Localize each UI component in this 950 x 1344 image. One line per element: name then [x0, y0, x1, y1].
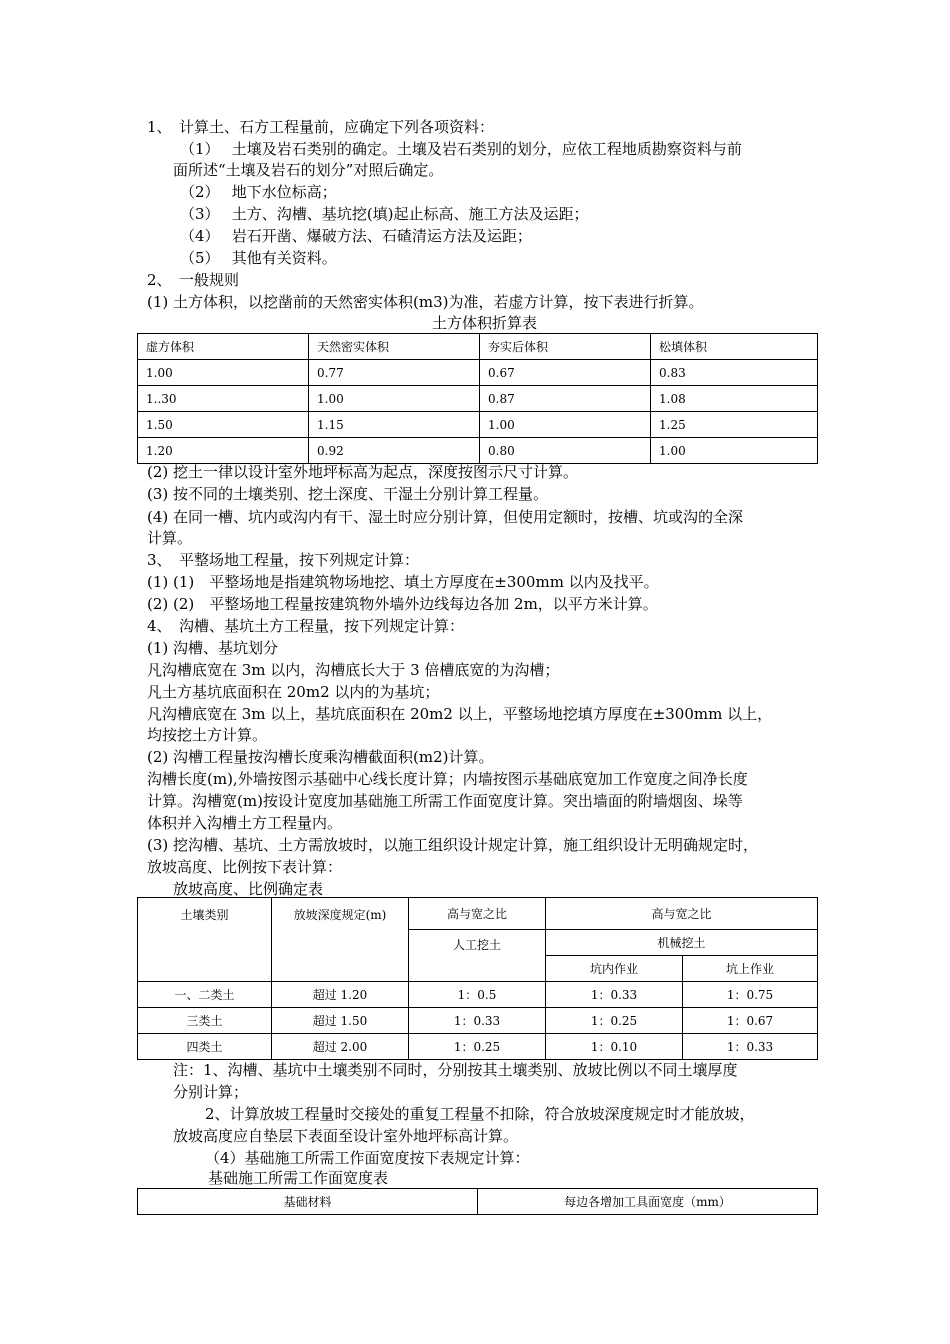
table-row: [138, 360, 818, 386]
table-row: [138, 438, 818, 464]
section-1-item-2: （2） 地下水位标高；: [180, 183, 337, 201]
section-1-item-1-cont: 面所述“土壤及岩石的划分”对照后确定。: [173, 161, 444, 179]
note-2-cont: 放坡高度应自垫层下表面至设计室外地坪标高计算。: [173, 1127, 519, 1145]
table-header-cell: 高与宽之比: [546, 898, 818, 930]
table-cell: 1.15: [309, 412, 480, 438]
section-2-item-4: (4) 在同一槽、坑内或沟内有干、湿土时应分别计算，但使用定额时，按槽、坑或沟的全深: [147, 508, 744, 526]
table-cell: 1.00: [138, 360, 309, 386]
table-cell: 1.20: [138, 438, 309, 464]
table-2-caption: 放坡高度、比例确定表: [173, 880, 324, 898]
volume-conversion-table: [137, 333, 818, 464]
note-1: 注：1、沟槽、基坑中土壤类别不同时，分别按其土壤类别、放坡比例以不同土壤厚度: [173, 1061, 738, 1079]
table-cell: 1.50: [138, 412, 309, 438]
table-3-caption: 基础施工所需工作面宽度表: [208, 1169, 389, 1187]
table-header-cell: 坑内作业: [546, 956, 683, 982]
table-header-cell: 放坡深度规定(m): [272, 898, 409, 982]
table-cell: 超过 1.50: [272, 1008, 409, 1034]
section-4-item-3-cont: 放坡高度、比例按下表计算：: [147, 858, 343, 876]
table-cell: 0.67: [480, 360, 651, 386]
table-row: [138, 1189, 818, 1215]
section-1-item-3: （3） 土方、沟槽、基坑挖(填)起止标高、施工方法及运距；: [180, 205, 589, 223]
section-4-item-1: (1) 沟槽、基坑划分: [147, 639, 279, 657]
paragraph-cont: 均按挖土方计算。: [147, 726, 268, 744]
paragraph: 凡沟槽底宽在 3m 以内，沟槽底长大于 3 倍槽底宽的为沟槽；: [147, 661, 560, 679]
table-header-cell: 松填体积: [651, 334, 818, 360]
table-cell: 1：0.33: [683, 1034, 818, 1060]
table-cell: 三类土: [138, 1008, 272, 1034]
table-row: [138, 898, 818, 930]
section-4-heading: 4、 沟槽、基坑土方工程量，按下列规定计算：: [147, 617, 465, 635]
table-cell: 0.83: [651, 360, 818, 386]
table-cell: 0.92: [309, 438, 480, 464]
table-header-cell: 每边各增加工具面宽度（mm）: [478, 1189, 818, 1215]
table-header-cell: 天然密实体积: [309, 334, 480, 360]
section-2-item-1: (1) 土方体积，以挖凿前的天然密实体积(m3)为准，若虚方计算，按下表进行折算。: [147, 293, 704, 311]
table-cell: 1.00: [309, 386, 480, 412]
table-cell: 四类土: [138, 1034, 272, 1060]
table-cell: 0.77: [309, 360, 480, 386]
section-2-item-3: (3) 按不同的土壤类别、挖土深度、干湿土分别计算工程量。: [147, 485, 549, 503]
table-row: [138, 1008, 818, 1034]
note-2: 2、计算放坡工程量时交接处的重复工程量不扣除，符合放坡深度规定时才能放坡，: [205, 1105, 755, 1123]
section-2-item-2: (2) 挖土一律以设计室外地坪标高为起点，深度按图示尺寸计算。: [147, 463, 579, 481]
table-cell: 1.25: [651, 412, 818, 438]
section-3-item-2: (2) (2) 平整场地工程量按建筑物外墙外边线每边各加 2m，以平方米计算。: [147, 595, 658, 613]
table-cell: 超过 2.00: [272, 1034, 409, 1060]
table-cell: 一、二类土: [138, 982, 272, 1008]
section-1-item-5: （5） 其他有关资料。: [180, 249, 337, 267]
table-header-cell: 高与宽之比: [409, 898, 546, 930]
section-2-heading: 2、 一般规则: [147, 271, 240, 289]
section-4-item-3: (3) 挖沟槽、基坑、土方需放坡时，以施工组织设计规定计算，施工组织设计无明确规定时，: [147, 836, 759, 854]
section-1-heading: 1、 计算土、石方工程量前，应确定下列各项资料：: [147, 118, 495, 136]
table-cell: 1：0.67: [683, 1008, 818, 1034]
work-surface-width-table: [137, 1188, 818, 1215]
table-header-cell: 夯实后体积: [480, 334, 651, 360]
table-cell: 1.08: [651, 386, 818, 412]
table-1-caption: 土方体积折算表: [432, 314, 538, 332]
table-row: [138, 982, 818, 1008]
table-header-cell: 坑上作业: [683, 956, 818, 982]
table-cell: 1：0.75: [683, 982, 818, 1008]
table-cell: 1..30: [138, 386, 309, 412]
section-4-item-4: （4）基础施工所需工作面宽度按下表规定计算：: [205, 1149, 530, 1167]
table-cell: 1：0.33: [409, 1008, 546, 1034]
table-row: [138, 386, 818, 412]
table-row: [138, 412, 818, 438]
table-row: [138, 334, 818, 360]
table-cell: 0.80: [480, 438, 651, 464]
table-header-cell: 基础材料: [138, 1189, 478, 1215]
section-3-heading: 3、 平整场地工程量，按下列规定计算：: [147, 551, 420, 569]
section-2-item-4-cont: 计算。: [147, 529, 193, 547]
table-row: [138, 1034, 818, 1060]
table-header-cell: 机械挖土: [546, 930, 818, 956]
table-cell: 1：0.25: [409, 1034, 546, 1060]
section-3-item-1: (1) (1) 平整场地是指建筑物场地挖、填土方厚度在±300mm 以内及找平。: [147, 573, 659, 591]
paragraph: 凡土方基坑底面积在 20m2 以内的为基坑；: [147, 683, 440, 701]
paragraph: 沟槽长度(m),外墙按图示基础中心线长度计算；内墙按图示基础底宽加工作宽度之间净长度: [147, 770, 748, 788]
note-1-cont: 分别计算；: [173, 1083, 249, 1101]
paragraph: 凡沟槽底宽在 3m 以上，基坑底面积在 20m2 以上，平整场地挖填方厚度在±300mm 以上，: [147, 705, 773, 723]
section-1-item-4: （4） 岩石开凿、爆破方法、石碴清运方法及运距；: [180, 227, 532, 245]
table-cell: 1：0.33: [546, 982, 683, 1008]
table-header-cell: 虚方体积: [138, 334, 309, 360]
section-1-item-1: （1） 土壤及岩石类别的确定。土壤及岩石类别的划分，应依工程地质勘察资料与前: [180, 140, 742, 158]
table-cell: 1.00: [480, 412, 651, 438]
paragraph-cont: 体积并入沟槽土方工程量内。: [147, 814, 343, 832]
table-header-cell: 土壤类别: [138, 898, 272, 982]
slope-ratio-table: [137, 897, 818, 1060]
table-cell: 0.87: [480, 386, 651, 412]
section-4-item-2: (2) 沟槽工程量按沟槽长度乘沟槽截面积(m2)计算。: [147, 748, 494, 766]
table-cell: 1：0.5: [409, 982, 546, 1008]
table-cell: 超过 1.20: [272, 982, 409, 1008]
table-cell: 1：0.10: [546, 1034, 683, 1060]
table-header-cell: 人工挖土: [409, 930, 546, 982]
table-cell: 1.00: [651, 438, 818, 464]
table-cell: 1：0.25: [546, 1008, 683, 1034]
paragraph-cont: 计算。沟槽宽(m)按设计宽度加基础施工所需工作面宽度计算。突出墙面的附墙烟囱、垛等: [147, 792, 743, 810]
